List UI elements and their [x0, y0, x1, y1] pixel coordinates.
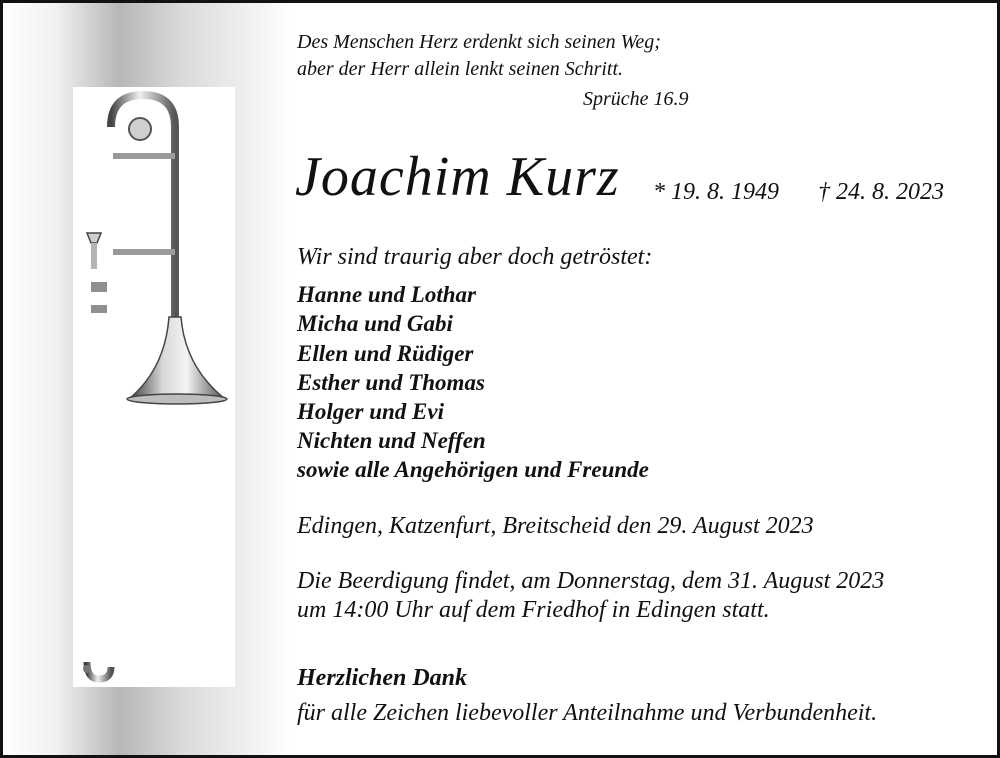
intro-text: Wir sind traurig aber doch getröstet:: [297, 244, 653, 270]
mourner-line: Hanne und Lothar: [297, 282, 476, 307]
deceased-name: Joachim Kurz: [295, 146, 620, 208]
funeral-line-1: Die Beerdigung findet, am Donnerstag, dem 31. August 2023: [297, 568, 885, 594]
death-date: † 24. 8. 2023: [818, 179, 944, 205]
mourner-line: Esther und Thomas: [297, 370, 485, 395]
trombone-icon: [73, 87, 235, 687]
mourner-line: Ellen und Rüdiger: [297, 341, 474, 366]
birth-date: * 19. 8. 1949: [653, 179, 779, 205]
thanks-text: für alle Zeichen liebevoller Anteilnahme und Verbundenheit.: [297, 700, 878, 726]
mourner-line: sowie alle Angehörigen und Freunde: [297, 457, 649, 482]
funeral-line-2: um 14:00 Uhr auf dem Friedhof in Edingen statt.: [297, 597, 770, 623]
verse-reference: Sprüche 16.9: [583, 88, 689, 110]
mourner-line: Holger und Evi: [297, 399, 444, 424]
trombone-image: [73, 87, 235, 687]
mourner-line: Micha und Gabi: [297, 311, 453, 336]
verse-line-1: Des Menschen Herz erdenkt sich seinen Weg;: [297, 31, 661, 53]
mourner-line: Nichten und Neffen: [297, 428, 486, 453]
place-date: Edingen, Katzenfurt, Breitscheid den 29. August 2023: [297, 513, 814, 539]
verse-line-2: aber der Herr allein lenkt seinen Schritt.: [297, 58, 624, 80]
thanks-heading: Herzlichen Dank: [297, 665, 468, 691]
